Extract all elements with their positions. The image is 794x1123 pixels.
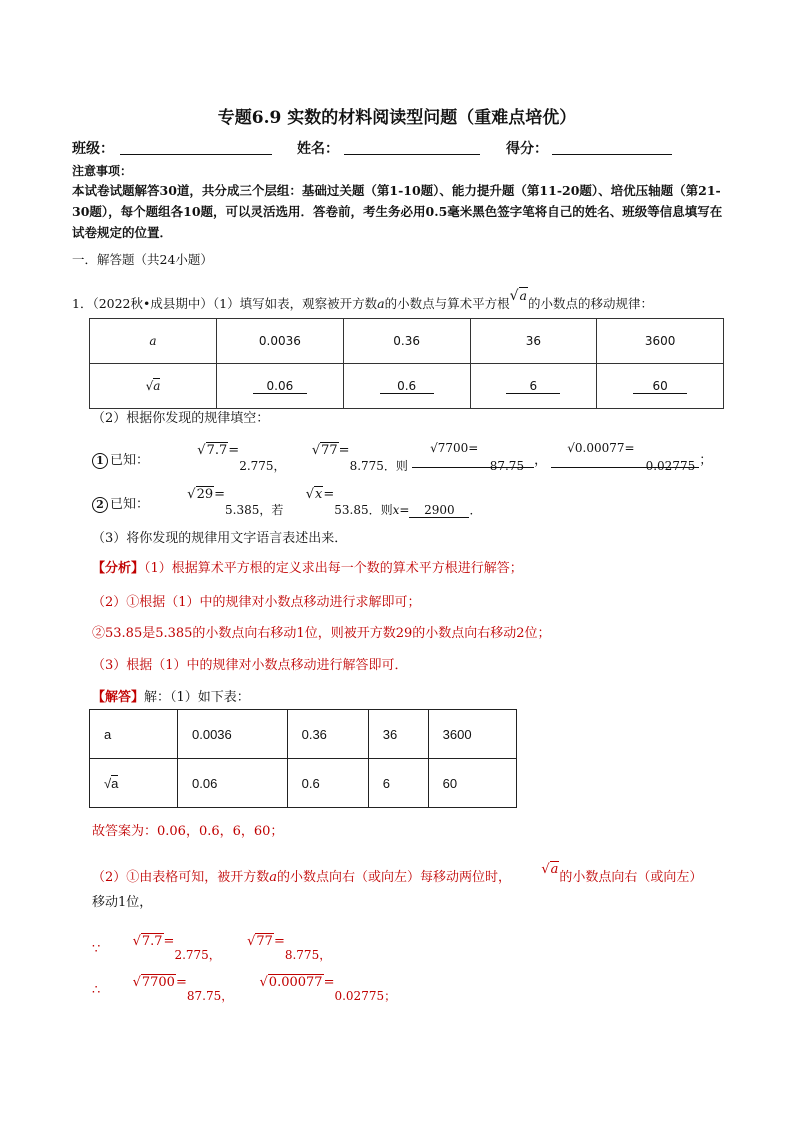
q1-number: 1． <box>72 296 93 311</box>
q1-part2: （2）根据你发现的规律填空： <box>92 411 270 426</box>
circle-2-icon: 2 <box>92 497 108 513</box>
therefore-line: ∴ √7700=87.75， √0.00077=0.02775； <box>92 975 397 1003</box>
score-field[interactable] <box>552 140 672 155</box>
q1-table-cell: 3600 <box>597 319 724 364</box>
q1-table-row-a <box>90 319 724 364</box>
solution-table-cell: 36 <box>368 710 428 759</box>
q1-part1-text: （1）填写如表，观察被开方数 <box>212 296 378 311</box>
name-label: 姓名： <box>297 141 339 157</box>
solution-table-row-label: a <box>90 710 178 759</box>
notes-heading: 注意事项： <box>72 164 133 178</box>
q1-table-row-label: √a <box>90 364 217 409</box>
score-label: 得分： <box>506 141 548 157</box>
solution-table-cell: 60 <box>428 759 516 808</box>
q1-table <box>89 318 724 409</box>
class-field[interactable] <box>120 140 272 155</box>
q1-source: （2022秋•成县期中） <box>92 296 213 311</box>
q1-part1-var: a <box>377 296 385 311</box>
answer-blank[interactable]: √0.00077= 0.02775 <box>551 453 699 468</box>
page-title: 专题6.9 实数的材料阅读型问题（重难点培优） <box>217 108 577 128</box>
circle-1-icon: 1 <box>92 453 108 469</box>
q1-table-cell: 0.0036 <box>217 319 344 364</box>
sqrt-a-symbol: √a <box>509 288 527 304</box>
q1-part1-mid: 的小数点与算术平方根 <box>384 296 510 311</box>
q1-part3: （3）将你发现的规律用文字语言表述出来． <box>92 531 348 546</box>
q1-table-cell: 36 <box>470 319 597 364</box>
answer-blank[interactable]: √7700= 87.75 <box>412 453 534 468</box>
q1-table-cell[interactable]: 6 <box>470 364 597 409</box>
solution-table-row-sqrt <box>90 759 517 808</box>
class-label: 班级： <box>72 141 114 157</box>
solution-table-row-label: √a <box>90 759 178 808</box>
solution-table-cell: 0.6 <box>287 759 368 808</box>
q1-table-cell: 0.36 <box>343 319 470 364</box>
because-line: ∵ √7.7=2.775， √77=8.775， <box>92 934 332 962</box>
solution-table <box>89 709 517 808</box>
q1-sub1: 1 已知： √7.7=2.775， √77=8.775．则 √7700= 87.75 ， √0.00077= 0.02775 ； <box>92 449 712 469</box>
section-heading: 一．解答题（共24小题） <box>72 252 213 267</box>
solution-table-cell: 3600 <box>428 710 516 759</box>
solution-table-cell: 0.0036 <box>178 710 288 759</box>
solution-intro: 【解答】解：（1）如下表： <box>92 690 250 705</box>
analysis-line-1: 【分析】（1）根据算术平方根的定义求出每一个数的算术平方根进行解答； <box>92 561 523 576</box>
solution-table-cell: 6 <box>368 759 428 808</box>
analysis-line-3: ②53.85是5.385的小数点向右移动1位，则被开方数29的小数点向右移动2位； <box>92 626 551 641</box>
name-field[interactable] <box>344 140 480 155</box>
q1-sub2: 2 已知： √29=5.385，若 √x=53.85．则x= 2900 ． <box>92 493 481 513</box>
solution-table-row-a <box>90 710 517 759</box>
solution-part2-line2: 移动1位， <box>92 895 153 910</box>
q1-part1-tail: 的小数点的移动规律： <box>527 296 653 311</box>
notes-body: 本试卷试题解答30道，共分成三个层组：基础过关题（第1-10题）、能力提升题（第11-20题）、培优压轴题（第21-30题），每个题组各10题，可以灵活选用．答卷前，考生务必用0.5毫米黑色签字笔将自己的姓名、班级等信息填写在试卷规定的位置． <box>72 183 723 240</box>
q1-stem <box>72 288 653 312</box>
q1-table-cell[interactable]: 60 <box>597 364 724 409</box>
solution-answer: 故答案为：0.06，0.6，6，60； <box>92 824 284 839</box>
analysis-line-2: （2）①根据（1）中的规律对小数点移动进行求解即可； <box>92 595 421 610</box>
q1-table-row-label: a <box>90 319 217 364</box>
analysis-line-4: （3）根据（1）中的规律对小数点移动进行解答即可． <box>92 658 408 673</box>
q1-table-cell[interactable]: 0.06 <box>217 364 344 409</box>
q1-table-cell[interactable]: 0.6 <box>343 364 470 409</box>
solution-part2-line1: （2）①由表格可知，被开方数a的小数点向右（或向左）每移动两位时， √a的小数点向右（或向左） <box>92 862 703 885</box>
solution-table-cell: 0.36 <box>287 710 368 759</box>
solution-table-cell: 0.06 <box>178 759 288 808</box>
q1-table-row-sqrt <box>90 364 724 409</box>
answer-blank[interactable]: 2900 <box>409 503 469 518</box>
